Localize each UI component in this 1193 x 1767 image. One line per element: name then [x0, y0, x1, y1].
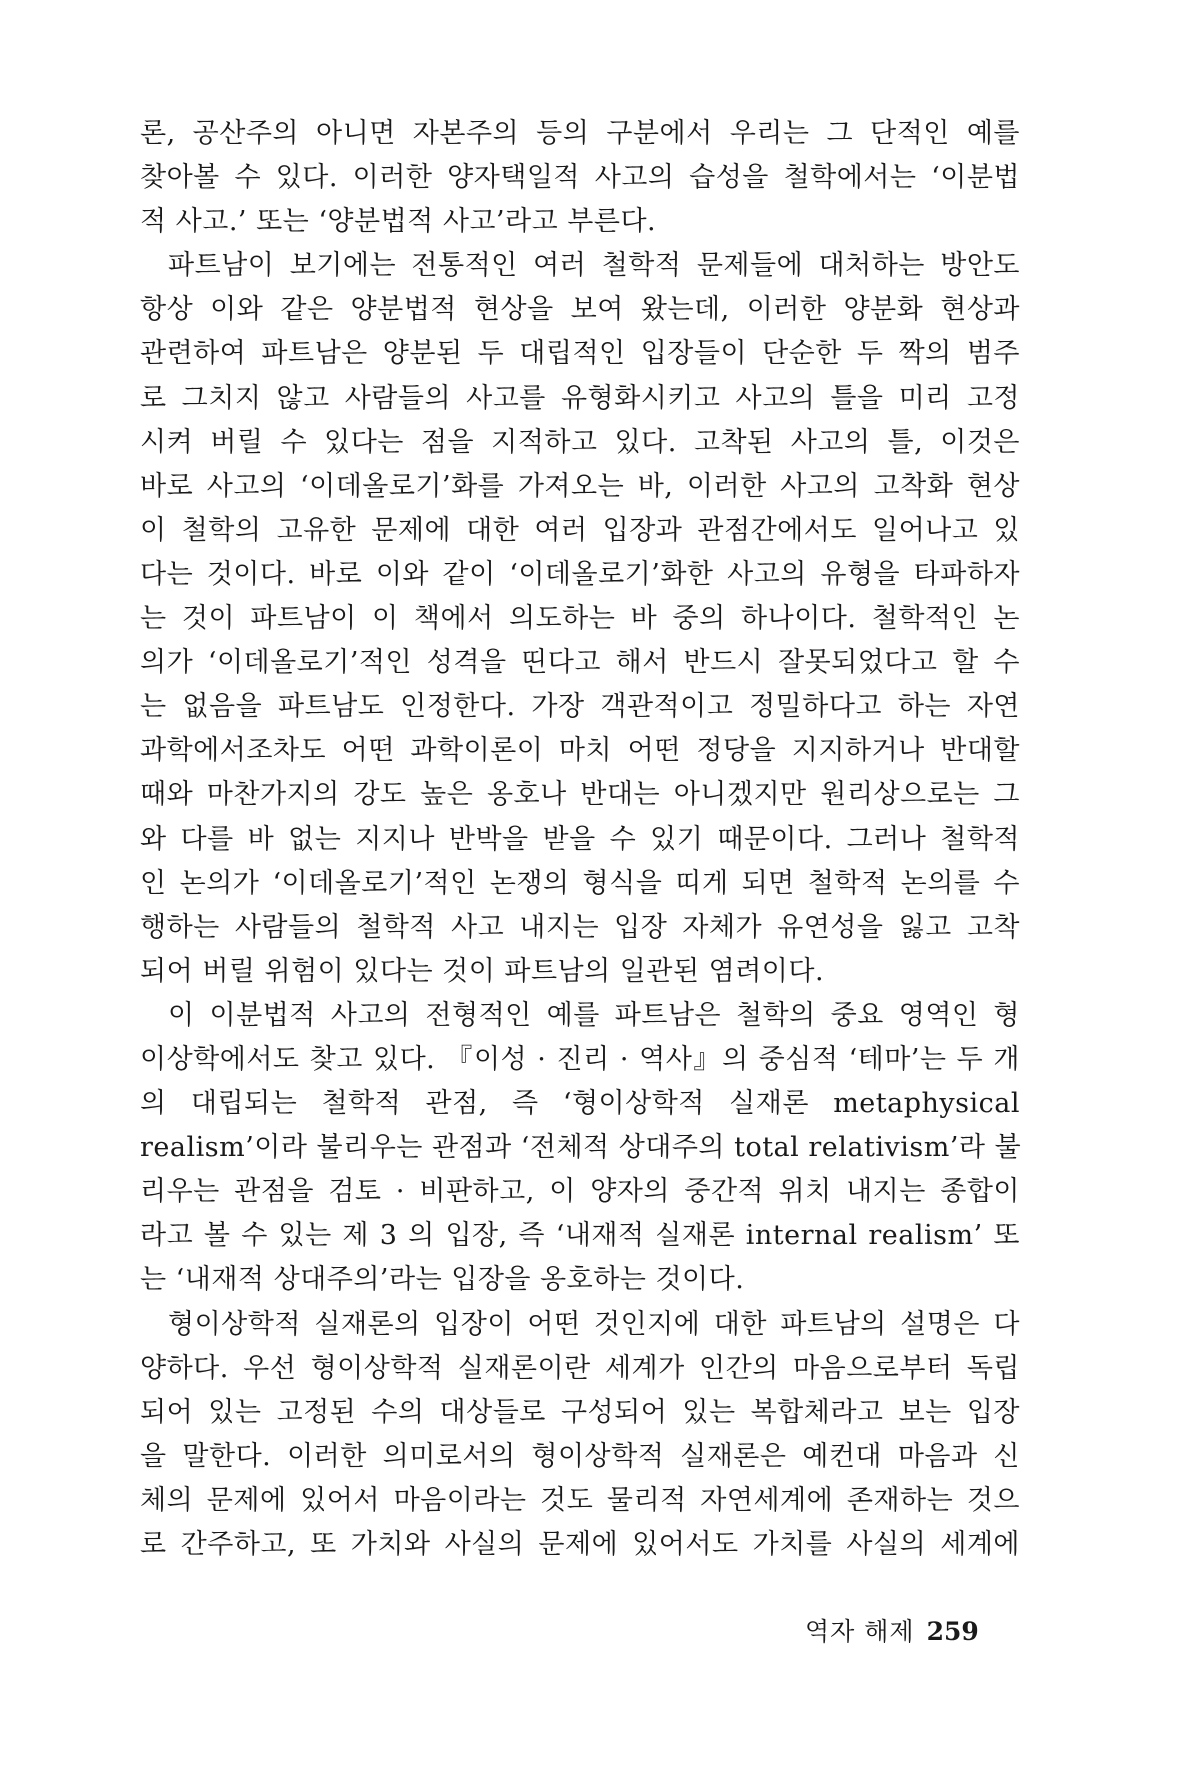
text-line: 행하는 사람들의 철학적 사고 내지는 입장 자체가 유연성을 잃고 고착 [140, 911, 1020, 943]
page-number: 259 [926, 1617, 979, 1646]
text-line: 을 말한다. 이러한 의미로서의 형이상학적 실재론은 예컨대 마음과 신 [140, 1440, 1020, 1472]
body-text [140, 112, 1020, 1567]
text-line: 이 철학의 고유한 문제에 대한 여러 입장과 관점간에서도 일어나고 있 [140, 514, 1020, 546]
text-line: 는 ‘내재적 상대주의’라는 입장을 옹호하는 것이다. [140, 1264, 745, 1296]
text-line: 때와 마찬가지의 강도 높은 옹호나 반대는 아니겠지만 원리상으로는 그 [140, 779, 1020, 811]
text-line: 와 다를 바 없는 지지나 반박을 받을 수 있기 때문이다. 그러나 철학적 [140, 823, 1020, 855]
text-line: 는 없음을 파트남도 인정한다. 가장 객관적이고 정밀하다고 하는 자연 [140, 691, 1020, 723]
text-line: 의가 ‘이데올로기’적인 성격을 띤다고 해서 반드시 잘못되었다고 할 수 [140, 647, 1020, 679]
text-line: 되어 있는 고정된 수의 대상들로 구성되어 있는 복합체라고 보는 입장 [140, 1396, 1020, 1428]
text-line: 찾아볼 수 있다. 이러한 양자택일적 사고의 습성을 철학에서는 ‘이분법 [140, 162, 1020, 194]
text-line: 과학에서조차도 어떤 과학이론이 마치 어떤 정당을 지지하거나 반대할 [140, 735, 1020, 767]
text-line: 리우는 관점을 검토 · 비판하고, 이 양자의 중간적 위치 내지는 종합이 [140, 1176, 1020, 1208]
text-line: 바로 사고의 ‘이데올로기’화를 가져오는 바, 이러한 사고의 고착화 현상 [140, 470, 1020, 502]
text-line: 적 사고.’ 또는 ‘양분법적 사고’라고 부른다. [140, 206, 657, 238]
text-line: 로 간주하고, 또 가치와 사실의 문제에 있어서도 가치를 사실의 세계에 [140, 1529, 1020, 1560]
running-footer-title: 역자 해제 [805, 1617, 915, 1646]
text-line: 로 그치지 않고 사람들의 사고를 유형화시키고 사고의 틀을 미리 고정 [140, 382, 1020, 414]
text-line: 파트남이 보기에는 전통적인 여러 철학적 문제들에 대처하는 방안도 [168, 250, 1020, 282]
text-line: 형이상학적 실재론의 입장이 어떤 것인지에 대한 파트남의 설명은 다 [168, 1308, 1020, 1340]
text-line: 관련하여 파트남은 양분된 두 대립적인 입장들이 단순한 두 짝의 범주 [140, 338, 1020, 370]
text-line: 시켜 버릴 수 있다는 점을 지적하고 있다. 고착된 사고의 틀, 이것은 [140, 426, 1020, 458]
text-line: 는 것이 파트남이 이 책에서 의도하는 바 중의 하나이다. 철학적인 논 [140, 603, 1020, 635]
text-line: 이상학에서도 찾고 있다. 『이성 · 진리 · 역사』의 중심적 ‘테마’는 두 개 [140, 1043, 1020, 1075]
page-footer [805, 1612, 979, 1648]
text-line: 론, 공산주의 아니면 자본주의 등의 구분에서 우리는 그 단적인 예를 [140, 118, 1020, 149]
text-line: 되어 버릴 위험이 있다는 것이 파트남의 일관된 염려이다. [140, 955, 825, 987]
text-line: 체의 문제에 있어서 마음이라는 것도 물리적 자연세계에 존재하는 것으 [140, 1484, 1020, 1516]
text-line: realism’이라 불리우는 관점과 ‘전체적 상대주의 total relativism’라 불 [140, 1132, 1022, 1164]
text-line: 양하다. 우선 형이상학적 실재론이란 세계가 인간의 마음으로부터 독립 [140, 1352, 1020, 1384]
text-line: 의 대립되는 철학적 관점, 즉 ‘형이상학적 실재론 metaphysical [140, 1088, 1020, 1120]
text-line: 다는 것이다. 바로 이와 같이 ‘이데올로기’화한 사고의 유형을 타파하자 [140, 558, 1020, 590]
text-line: 인 논의가 ‘이데올로기’적인 논쟁의 형식을 띠게 되면 철학적 논의를 수 [140, 867, 1020, 899]
text-line: 항상 이와 같은 양분법적 현상을 보여 왔는데, 이러한 양분화 현상과 [140, 294, 1020, 326]
text-line: 이 이분법적 사고의 전형적인 예를 파트남은 철학의 중요 영역인 형 [168, 999, 1020, 1031]
text-line: 라고 볼 수 있는 제 3 의 입장, 즉 ‘내재적 실재론 internal realism’ 또 [140, 1220, 1020, 1252]
